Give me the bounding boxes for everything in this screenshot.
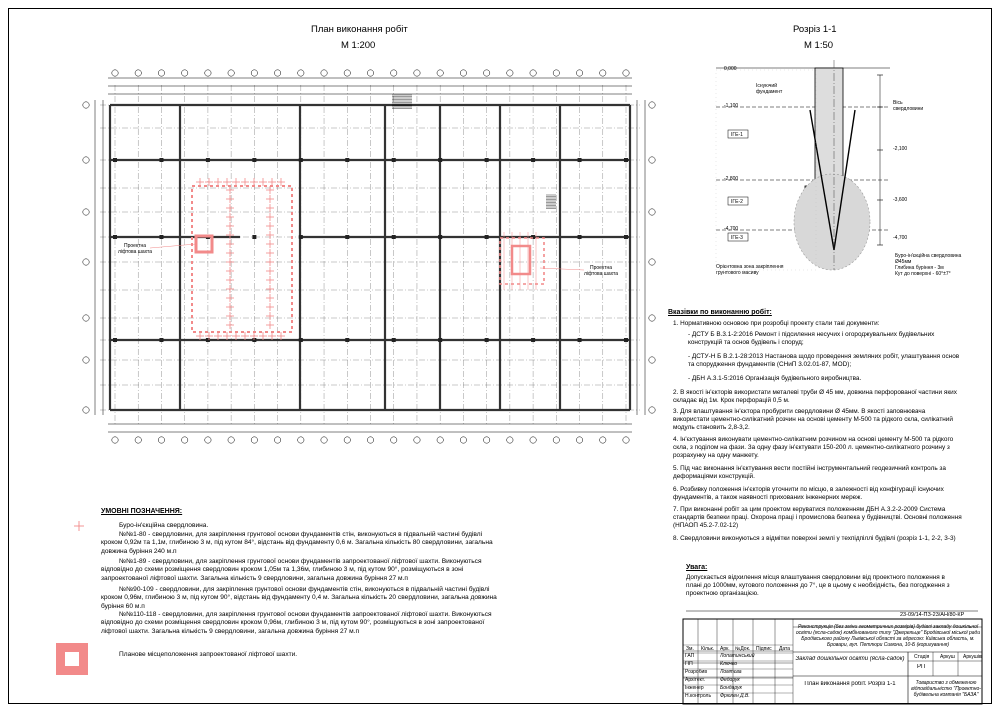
axis-marker-right xyxy=(649,357,655,363)
axis-marker-top xyxy=(530,70,536,76)
note-1c: - ДБН А.3.1-5:2016 Організація будівельного виробництва. xyxy=(688,375,862,382)
axis-marker-top xyxy=(251,70,257,76)
borehole-zone-left xyxy=(192,186,292,332)
section-level-3: -4,700 xyxy=(724,226,739,232)
axis-marker-bottom xyxy=(367,437,373,443)
axis-marker-top xyxy=(274,70,280,76)
note-1b: - ДСТУ-Н Б В.2.1-28:2013 Настанова щодо проведення земляних робіт, улаштування основ та спорудження фундаментів (СНиП 3.02.01-87, MOD); xyxy=(688,353,960,368)
leader-line xyxy=(540,268,584,270)
note-4: 4. Ін'єктування виконувати цементно-силікатним розчином на основі цементу М-500 та рідкого скла, з поділом на фази. За одну фазу ін'єктувати 150-200 л. цементно-силікатного розчину з розрахунку на одну манжету. xyxy=(673,436,954,459)
note-1: 1. Нормативною основою при розробці проекту стали такі документи: xyxy=(673,320,880,327)
plan-column xyxy=(438,158,442,162)
plan-column xyxy=(438,235,442,239)
axis-marker-bottom xyxy=(112,437,118,443)
axis-marker-right xyxy=(649,102,655,108)
legend-item-4: №№110-118 - свердловини, для закріплення грунтової основи фундаментів запроектованої ліфтової шахти. Виконуються відповідно до схеми розміщення свердловин кроком 0,96м, глибиною 3 м, під кутом 90°, розміщуються в зоні запроектованої ліфтової шахти. Загальна кількість 9 свердловини, загальна довжина буріння 27 м.п xyxy=(101,611,492,635)
note-6: 6. Розбивку положення ін'єкторів уточнити по місцю, в залежності від конфігурації існуючих фундаментів, а також наявності прихованих інженерних мереж. xyxy=(673,486,944,501)
section-fixing-zone xyxy=(794,174,870,270)
tb-name-6: Фрюлен Д.В. xyxy=(720,693,750,699)
axis-marker-right xyxy=(649,315,655,321)
axis-marker-bottom xyxy=(460,437,466,443)
note-2: 2. В якості ін'єкторів використати металеві труби Ø 45 мм, довжина перфорованої частини яких складає від 1м. Крок перфорацій 0,5 м. xyxy=(673,389,957,404)
axis-marker-top xyxy=(414,70,420,76)
plan-column xyxy=(624,338,628,342)
plan-column xyxy=(392,235,396,239)
axis-marker-right xyxy=(649,407,655,413)
note-7: 7. При виконанні робіт за цим проектом керуватися положенням ДБН А.3.2-2-2009 Система стандартів безпеки праці. Охорона праці і промислова безпека у будівництві. Основні положення (НПАОП 45.2-7.02-12) xyxy=(673,506,962,529)
section-level-0: 0,000 xyxy=(724,66,737,72)
plan-column xyxy=(578,338,582,342)
notes-heading: Вказівки по виконанню робіт: xyxy=(668,309,772,316)
tb-sheet-label: Аркуш xyxy=(940,654,955,660)
tb-col-2: Кільк. xyxy=(701,646,715,652)
axis-marker-top xyxy=(298,70,304,76)
axis-marker-top xyxy=(437,70,443,76)
axis-marker-bottom xyxy=(181,437,187,443)
axis-marker-bottom xyxy=(251,437,257,443)
section-layer-1: ІГЕ-1 xyxy=(731,132,743,138)
attention-heading: Увага: xyxy=(686,564,708,571)
axis-marker-top xyxy=(344,70,350,76)
axis-marker-left xyxy=(83,102,89,108)
note-1a: - ДСТУ Б В.3.1-2:2016 Ремонт і підсилення несучих і огороджувальних будівельних конструкцій та основ будівель і споруд; xyxy=(688,331,935,346)
axis-marker-bottom xyxy=(623,437,629,443)
axis-marker-bottom xyxy=(228,437,234,443)
plan-column xyxy=(252,235,256,239)
plan-shaft-label-left: Проектна ліфтова шахта xyxy=(118,243,153,255)
tb-name-5: Бондарук xyxy=(720,685,742,691)
plan-column xyxy=(531,338,535,342)
tb-company: Товариство з обмеженою відповідальністю "Проектно-будівельна компанія "БАЗА" xyxy=(911,680,981,698)
section-title: Розріз 1-1 xyxy=(793,24,837,35)
legend-shaft-label: Планове місцеположення запроектованої ліфтової шахти. xyxy=(119,651,298,658)
legend-item-2: №№1-89 - свердловини, для закріплення грунтової основи фундаментів запроектованої ліфтової шахти. Виконуються відповідно до схеми розміщення свердловин кроком 1,05м та 1,36м, глибиною 3 м, під кутом 90°, розміщуються в зоні запроектованої ліфтової шахти. Загальна кількість 9 свердловини, загальна довжина буріння 27 м.п xyxy=(101,558,482,582)
tb-col-3: Арк. xyxy=(720,646,730,652)
axis-marker-left xyxy=(83,357,89,363)
axis-marker-top xyxy=(623,70,629,76)
plan-column xyxy=(299,338,303,342)
axis-marker-left xyxy=(83,259,89,265)
axis-marker-top xyxy=(228,70,234,76)
section-zone-label: Орієнтовна зона закріплення грунтового масиву xyxy=(716,264,784,276)
legend-bore-title: Буро-ін'єкційна свердловина. xyxy=(119,522,209,529)
legend-item-3: №№90-109 - свердловини, для закріплення грунтової основи фундаментів стін, виконуються в підвальній частині будівлі кроком 0,96м, глибиною 3 м, під кутом 90°, відстань від фундаменту 0,4 м. Загальна кількість 20 свердловини, загальна довжина буріння 60 м.п xyxy=(101,586,497,610)
tb-stage-label: Стадія xyxy=(914,654,930,660)
tb-col-5: Підпис xyxy=(756,646,772,652)
section-level-1: -1,100 xyxy=(724,103,739,109)
axis-marker-left xyxy=(83,315,89,321)
plan-column xyxy=(252,158,256,162)
tb-sheets-label: Аркушів xyxy=(963,654,982,660)
plan-shaft-label-right: Проектна ліфтова шахта xyxy=(584,265,619,277)
axis-marker-top xyxy=(181,70,187,76)
section-foundation-label: Існуючий фундамент xyxy=(756,83,783,95)
shaft-right xyxy=(512,246,530,274)
tb-code: 23-09/14-ПЗ-23/АН/80-КР xyxy=(900,612,965,618)
axis-marker-bottom xyxy=(600,437,606,443)
plan-column xyxy=(345,235,349,239)
plan-column xyxy=(345,158,349,162)
plan-column xyxy=(159,158,163,162)
legend-shaft-symbol-inner xyxy=(65,652,79,666)
note-3: 3. Для влаштування ін'єктора пробурити свердловини Ø 45мм. В якості заповнювача використати цементно-силікатний розчин на основі цементу М-500 та рідкого скла, силікатний модуль становить 2,8-3,2. xyxy=(673,408,953,431)
section-level-5: -3,600 xyxy=(893,197,908,203)
leader-line xyxy=(150,244,196,248)
axis-marker-top xyxy=(205,70,211,76)
plan-column xyxy=(159,235,163,239)
plan-column xyxy=(624,235,628,239)
tb-role-4: Архітект. xyxy=(685,677,706,683)
section-layer-2: ІГЕ-2 xyxy=(731,199,743,205)
tb-name-2: Ключко xyxy=(720,661,738,667)
tb-col-6: Дата xyxy=(779,646,791,652)
plan-scale: М 1:200 xyxy=(341,40,376,51)
tb-role-3: Розробив xyxy=(685,669,708,675)
plan-column xyxy=(624,158,628,162)
section-layer-3: ІГЕ-3 xyxy=(731,235,743,241)
section-bore-label: Буро-ін'єкційна свердловина Ø45мм Глибина буріння - 3м Кут до поверхні - 60°±7° xyxy=(895,253,962,277)
axis-marker-left xyxy=(83,157,89,163)
axis-marker-top xyxy=(367,70,373,76)
axis-marker-bottom xyxy=(158,437,164,443)
plan-column xyxy=(113,235,117,239)
plan-column xyxy=(113,158,117,162)
axis-marker-bottom xyxy=(414,437,420,443)
plan-column xyxy=(485,158,489,162)
tb-role-5: Інженер xyxy=(685,685,704,691)
axis-marker-top xyxy=(600,70,606,76)
section-level-6: -4,700 xyxy=(893,235,908,241)
section-wall xyxy=(815,68,843,186)
tb-role-1: ГАП xyxy=(685,653,695,659)
plan-column xyxy=(392,158,396,162)
plan-column xyxy=(206,158,210,162)
axis-marker-top xyxy=(135,70,141,76)
plan-column xyxy=(578,158,582,162)
attention-text: Допускається відхилення місця влаштування свердловини від проектного положення в плані до 1000мм, кутового положення до 7°, це в цьому є необхідність, без погодження з проектною організацією. xyxy=(686,574,950,597)
axis-marker-right xyxy=(649,259,655,265)
tb-role-6: Н.контроль xyxy=(685,693,712,699)
axis-marker-right xyxy=(649,157,655,163)
axis-marker-top xyxy=(112,70,118,76)
tb-object: Заклад дошкільної освіти (ясла-садок) xyxy=(795,656,905,662)
axis-marker-top xyxy=(321,70,327,76)
tb-role-2: ГІП xyxy=(685,661,693,667)
tb-name-4: Федорук xyxy=(720,677,740,683)
axis-marker-right xyxy=(649,209,655,215)
tb-col-1: Зм. xyxy=(686,646,694,652)
tb-name-1: Лопатинський xyxy=(720,653,755,659)
axis-marker-bottom xyxy=(553,437,559,443)
tb-project: Реконструкція (без зміни геометричних розмірів) будівлі закладу дошкільної освіти (ясла-садок) комбінованого типу "Джерельце" Бродівської міської ради Бродівського району Львівської області за адресою: Київська область, м. Бровари, вул. Петлюри Симона, 10-Б (коригування) xyxy=(795,624,981,648)
plan-column xyxy=(159,338,163,342)
plan-column xyxy=(485,235,489,239)
axis-marker-bottom xyxy=(344,437,350,443)
legend-heading: УМОВНІ ПОЗНАЧЕННЯ: xyxy=(101,508,183,515)
note-8: 8. Свердловини виконуються з відмітки поверхні землі у техпідпіллі будівлі (розріз 1-1, 2-2, 3-3) xyxy=(673,535,956,542)
axis-marker-bottom xyxy=(530,437,536,443)
plan-column xyxy=(113,338,117,342)
plan-title: План виконання робіт xyxy=(311,24,408,35)
tb-sheet-name: План виконання робіт. Розріз 1-1 xyxy=(804,681,896,687)
section-level-4: -2,100 xyxy=(893,146,908,152)
axis-marker-bottom xyxy=(135,437,141,443)
plan-column xyxy=(438,338,442,342)
axis-marker-bottom xyxy=(507,437,513,443)
plan-column xyxy=(485,338,489,342)
axis-marker-bottom xyxy=(298,437,304,443)
plan-column xyxy=(392,338,396,342)
axis-marker-top xyxy=(553,70,559,76)
axis-marker-top xyxy=(391,70,397,76)
note-5: 5. Під час виконання ін'єктування вести постійні інструментальний геодезичний контроль за деформаціями конструкцій. xyxy=(673,465,946,480)
tb-col-4: №Док. xyxy=(735,646,751,652)
plan-column xyxy=(531,158,535,162)
axis-marker-bottom xyxy=(391,437,397,443)
axis-marker-left xyxy=(83,407,89,413)
legend-item-1: №№1-80 - свердловини, для закріплення грунтової основи фундаментів стін, виконуються в підвальній частині будівлі кроком 0,92м та 1,1м, глибиною 3 м, під кутом 84°, відстань від фундаменту 0,6 м. Загальна кількість 80 свердловини, загальна довжина буріння 240 м.п xyxy=(101,531,493,555)
axis-marker-bottom xyxy=(483,437,489,443)
axis-marker-top xyxy=(460,70,466,76)
tb-stage-value: РП xyxy=(917,664,926,670)
section-level-2: -2,800 xyxy=(724,176,739,182)
axis-marker-bottom xyxy=(205,437,211,443)
axis-marker-top xyxy=(158,70,164,76)
section-wells-label: Вісь свердловини xyxy=(893,100,924,112)
axis-marker-top xyxy=(507,70,513,76)
plan-column xyxy=(578,235,582,239)
axis-marker-bottom xyxy=(274,437,280,443)
plan-column xyxy=(345,338,349,342)
plan-column xyxy=(299,235,303,239)
axis-marker-bottom xyxy=(321,437,327,443)
plan-column xyxy=(299,158,303,162)
axis-marker-top xyxy=(483,70,489,76)
tb-name-3: Ломтєва xyxy=(720,669,742,675)
section-scale: М 1:50 xyxy=(804,40,834,51)
axis-marker-left xyxy=(83,209,89,215)
axis-marker-bottom xyxy=(437,437,443,443)
axis-marker-top xyxy=(576,70,582,76)
axis-marker-bottom xyxy=(576,437,582,443)
